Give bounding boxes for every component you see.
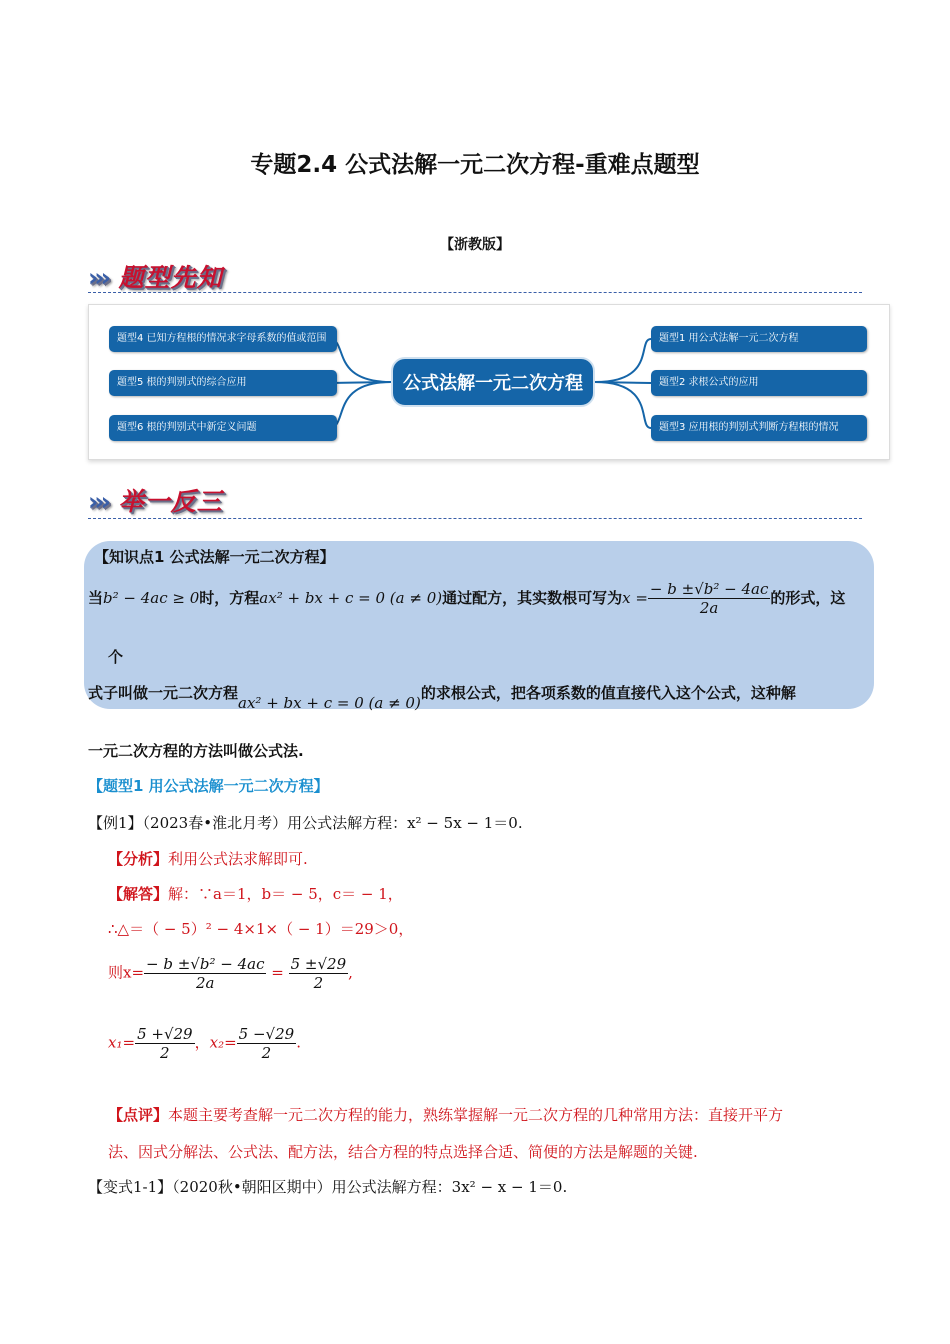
answer-line-3: 则x= $\frac{\text{− b ±√b² − 4ac}}{2a}$ = $\frac{5 \pm√29}{2}$ ,: [108, 955, 353, 992]
text: 当: [88, 589, 104, 607]
mind-map-node-type4: 题型4 已知方程根的情况求字母系数的值或范围: [109, 326, 337, 352]
x1-label: x₁: [108, 1033, 123, 1052]
type1-heading: 【题型1 用公式法解一元二次方程】: [88, 777, 329, 795]
fraction-specific: [289, 955, 349, 992]
text: 式子叫做一元二次方程: [88, 684, 239, 702]
text: 的求根公式，把各项系数的值直接代入这个公式，这种解: [420, 684, 796, 702]
mind-map: [88, 304, 890, 460]
page-title: 专题2.4 公式法解一元二次方程-重难点题型: [250, 152, 700, 178]
knowledge-line-2: 个: [108, 648, 124, 666]
edition-label: 【浙教版】: [440, 237, 510, 253]
x2-fraction: [237, 1025, 297, 1062]
math-condition: b² − 4ac ≥ 0: [103, 589, 200, 607]
fraction-denominator: 2: [313, 974, 324, 992]
comment-label: 【点评】: [108, 1106, 169, 1124]
banner-arrows-icon: ›››: [88, 263, 107, 292]
example-1: [88, 812, 523, 833]
fraction-numerator: 5 ±√29: [290, 955, 347, 973]
banner-practice: [88, 482, 223, 518]
answer-line-4: x₁= $\frac{5 +√29}{2}$ ，x₂= $\frac{5 -√29}{2}$ .: [108, 1025, 301, 1062]
math-equation: ax² + bx + c = 0 (a ≠ 0): [259, 589, 443, 607]
x1-fraction: [135, 1025, 195, 1062]
math-equation: ax² + bx + c = 0 (a ≠ 0): [238, 694, 421, 712]
knowledge-conclusion: 一元二次方程的方法叫做公式法.: [88, 742, 304, 760]
answer-line-1: [108, 883, 403, 904]
text: 时，方程: [199, 589, 260, 607]
variant-1-1: [88, 1176, 567, 1197]
fraction-numerator: − b ±√b² − 4ac: [146, 955, 265, 973]
text: 的形式，这: [770, 589, 846, 607]
analysis-label: 【分析】: [108, 850, 169, 868]
variant-text: （2020秋•朝阳区期中）用公式法解方程：3x² − x − 1＝0.: [172, 1178, 568, 1196]
divider: [88, 518, 862, 519]
answer-then: 则x=: [108, 963, 145, 982]
banner-text: 题型先知: [118, 263, 223, 292]
mind-map-node-type1: 题型1 用公式法解一元二次方程: [651, 326, 867, 352]
fraction-general: [144, 955, 266, 992]
comment-line-1: [108, 1104, 783, 1125]
variant-label: 【变式1-1】: [88, 1178, 173, 1196]
banner-question-types: [88, 258, 223, 294]
answer-label: 【解答】: [108, 885, 169, 903]
fraction-denominator: 2: [261, 1044, 272, 1062]
analysis-text: 利用公式法求解即可.: [168, 850, 308, 868]
answer-text: 解：∵a＝1，b＝ − 5，c＝ − 1，: [168, 885, 403, 903]
fraction-denominator: 2: [160, 1044, 170, 1062]
text: 通过配方，其实数根可写为: [442, 589, 623, 607]
banner-arrows-icon: ›››: [88, 487, 107, 516]
banner-text: 举一反三: [118, 487, 223, 516]
mind-map-node-type6: 题型6 根的判别式中新定义问题: [109, 415, 337, 441]
example-label: 【例1】: [88, 814, 143, 832]
mind-map-node-type3: 题型3 应用根的判别式判断方程根的情况: [651, 415, 867, 441]
fraction-numerator: 5 +√29: [137, 1025, 193, 1043]
mind-map-node-type2: 题型2 求根公式的应用: [651, 370, 867, 396]
knowledge-line-3: [88, 682, 796, 712]
math-formula-lhs: x =: [622, 589, 648, 607]
x2-label: x₂: [209, 1033, 225, 1052]
knowledge-heading: 【知识点1 公式法解一元二次方程】: [94, 548, 335, 566]
math-root-formula: [648, 580, 770, 617]
mind-map-node-type5: 题型5 根的判别式的综合应用: [109, 370, 337, 396]
fraction-denominator: 2a: [196, 974, 215, 992]
divider: [88, 292, 862, 293]
knowledge-line-1: [88, 580, 845, 617]
answer-line-2: ∴△＝（ − 5）² − 4×1×（ − 1）＝29＞0，: [108, 920, 414, 938]
mind-map-center: 公式法解一元二次方程: [391, 357, 595, 407]
analysis: [108, 848, 308, 869]
comment-line-2: 法、因式分解法、公式法、配方法，结合方程的特点选择合适、简便的方法是解题的关键.: [108, 1143, 698, 1161]
fraction-numerator: 5 −√29: [238, 1025, 295, 1043]
fraction-numerator: − b ±√b² − 4ac: [649, 580, 769, 598]
comment-text: 本题主要考查解一元二次方程的能力，熟练掌握解一元二次方程的几种常用方法：直接开平方: [168, 1106, 784, 1124]
example-text: （2023春•淮北月考）用公式法解方程：x² − 5x − 1＝0.: [142, 814, 523, 832]
fraction-denominator: 2a: [699, 599, 719, 617]
